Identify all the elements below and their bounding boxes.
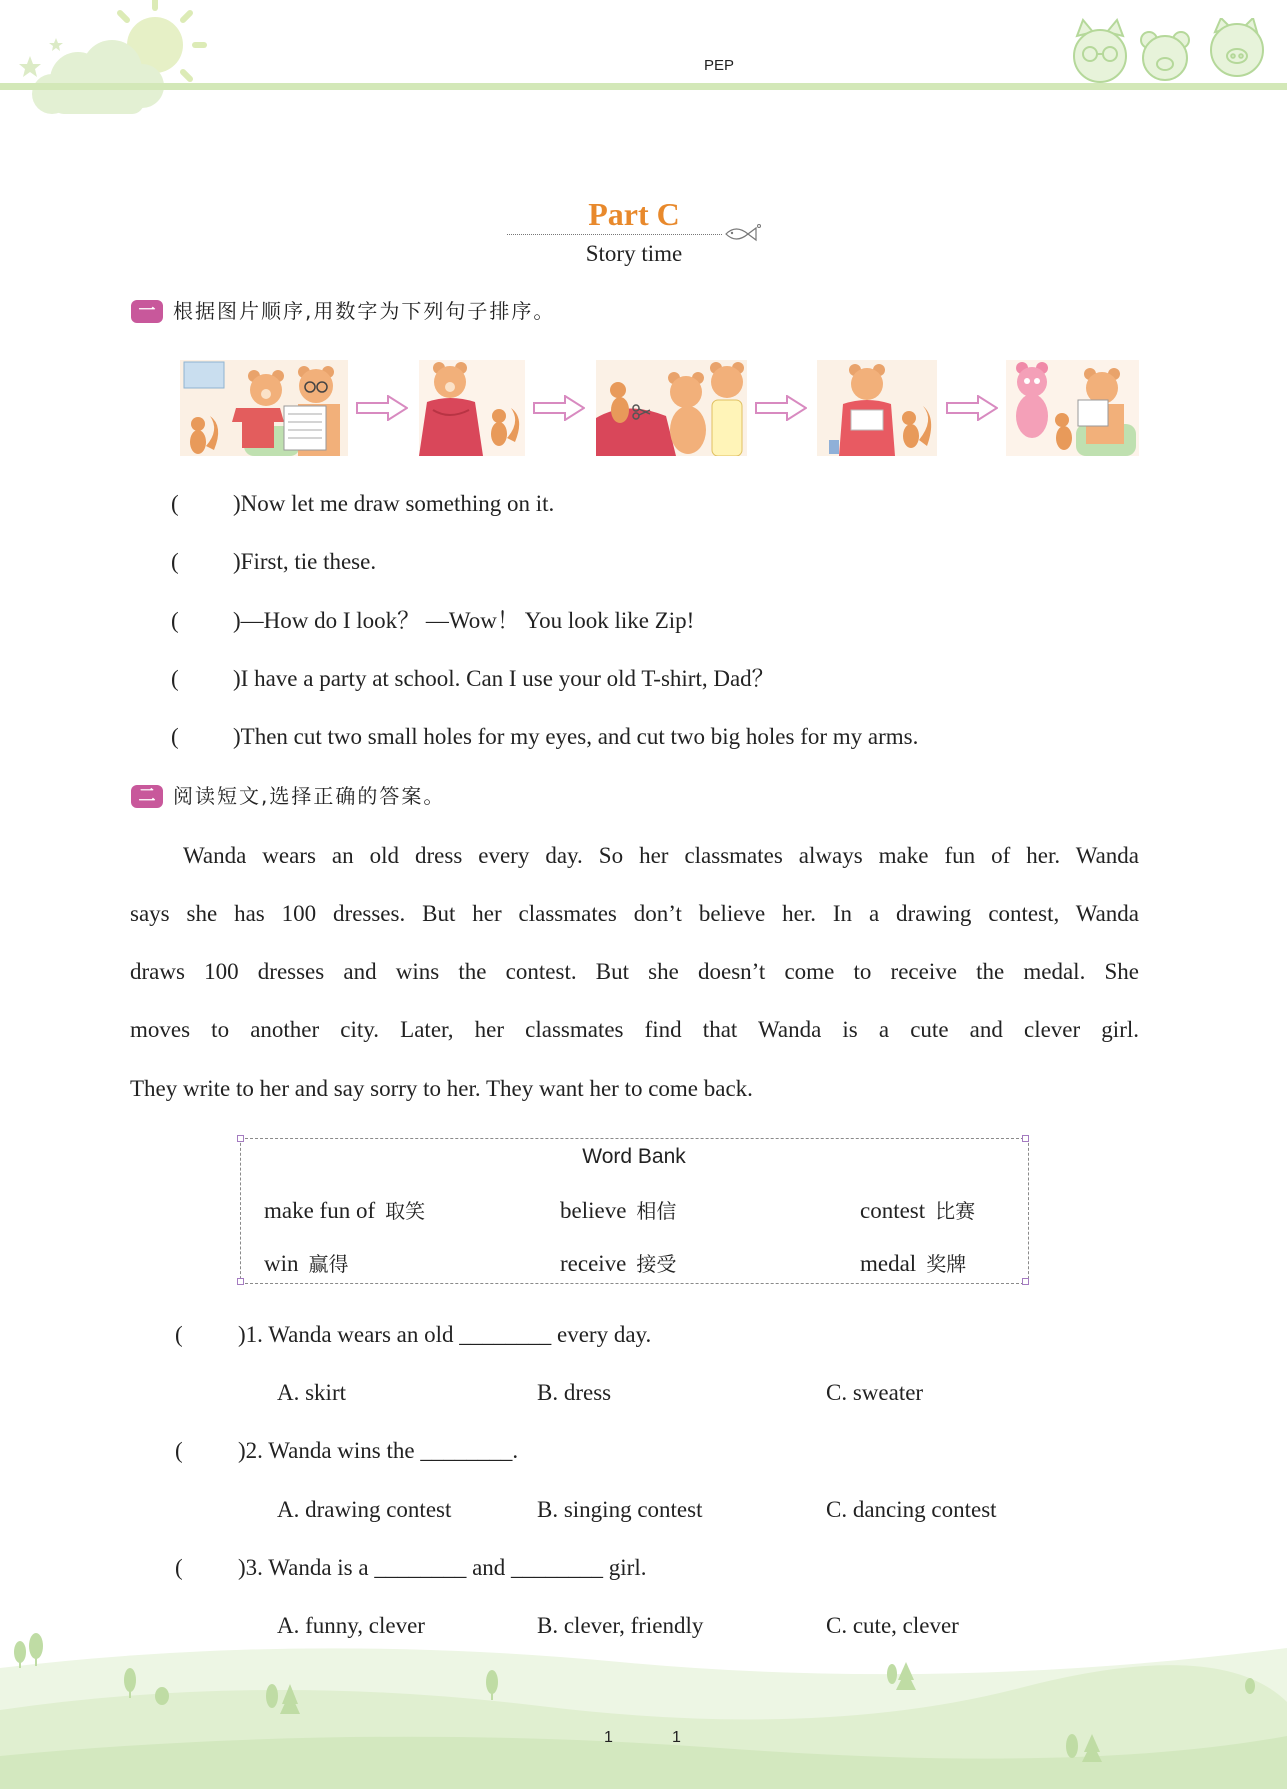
word-bank-chinese: 接受 <box>636 1252 677 1276</box>
story-picture-5 <box>1006 360 1139 456</box>
question-option: A. skirt <box>277 1380 346 1405</box>
passage-line: moves to another city. Later, her classmates find that Wanda is a cute and clever girl. <box>130 1017 1139 1042</box>
question-option: C. sweater <box>826 1380 924 1405</box>
word-bank-entry <box>560 1197 676 1225</box>
word-bank-entry <box>560 1250 676 1278</box>
answer-bracket: ( <box>171 491 179 516</box>
arrow-icon-4 <box>946 395 998 421</box>
word-bank-english: win <box>264 1251 299 1276</box>
bear-figure <box>433 362 467 398</box>
order-sentence: )Then cut two small holes for my eyes, and cut two big holes for my arms. <box>233 724 919 749</box>
animal-faces-decoration <box>1055 18 1285 88</box>
question-prompt: )1. Wanda wears an old ________ every day. <box>238 1322 652 1347</box>
answer-bracket: ( <box>171 549 179 574</box>
story-picture-3 <box>596 360 747 456</box>
question-option: A. drawing contest <box>277 1497 452 1522</box>
word-bank-english: contest <box>860 1198 926 1223</box>
story-picture-4 <box>817 360 937 456</box>
page-number: 1 <box>604 1729 613 1746</box>
answer-bracket: ( <box>171 608 179 633</box>
cat-face-icon <box>1074 20 1126 82</box>
question-option: B. clever, friendly <box>537 1613 704 1638</box>
word-bank-corner <box>1022 1278 1029 1285</box>
arrow-icon-2 <box>533 395 585 421</box>
question-option: C. dancing contest <box>826 1497 997 1522</box>
word-bank-corner <box>1022 1135 1029 1142</box>
word-bank-chinese: 相信 <box>636 1199 677 1223</box>
passage-line: draws 100 dresses and wins the contest. But she doesn’t come to receive the medal. She <box>130 959 1139 984</box>
word-bank-chinese: 比赛 <box>935 1199 976 1223</box>
question-option: C. cute, clever <box>826 1613 959 1638</box>
title-dotted-rule <box>507 234 722 235</box>
part-subtitle: Story time <box>585 241 683 266</box>
arrow-icon-1 <box>356 395 408 421</box>
answer-bracket: ( <box>175 1322 183 1347</box>
squirrel-figure <box>491 408 519 446</box>
word-bank-english: receive <box>560 1251 627 1276</box>
section-1-instruction: 根据图片顺序,用数字为下列句子排序。 <box>173 299 556 323</box>
sun-cloud-decoration <box>0 0 210 120</box>
word-bank-english: medal <box>860 1251 917 1276</box>
answer-bracket: ( <box>175 1555 183 1580</box>
pig-face-icon <box>1211 18 1263 76</box>
order-sentence: )I have a party at school. Can I use your old T-shirt, Dad？ <box>233 666 775 691</box>
bear-face-icon <box>1141 32 1189 80</box>
word-bank-corner <box>237 1135 244 1142</box>
word-bank-chinese: 奖牌 <box>926 1252 967 1276</box>
question-prompt: )2. Wanda wins the ________. <box>238 1438 519 1463</box>
word-bank-english: make fun of <box>264 1198 376 1223</box>
story-picture-1 <box>180 360 348 456</box>
red-t-shirt <box>596 408 676 456</box>
word-bank-corner <box>237 1278 244 1285</box>
word-bank-chinese: 赢得 <box>308 1252 349 1276</box>
passage-line: Wanda wears an old dress every day. So her classmates always make fun of her. Wanda <box>183 843 1139 868</box>
passage-line: They write to her and say sorry to her. They want her to come back. <box>130 1076 753 1101</box>
question-option: B. singing contest <box>537 1497 703 1522</box>
hills-decoration <box>0 1610 1287 1789</box>
window <box>184 362 224 388</box>
answer-bracket: ( <box>171 724 179 749</box>
passage-line: says she has 100 dresses. But her classmates don’t believe her. In a drawing contest, Wanda <box>130 901 1139 926</box>
question-option: A. funny, clever <box>277 1613 425 1638</box>
order-sentence: )First, tie these. <box>233 549 377 574</box>
newspaper <box>284 406 326 450</box>
section-badge-1: 一 <box>131 300 163 323</box>
story-picture-2 <box>419 360 525 456</box>
part-title: Part C <box>588 196 680 232</box>
answer-bracket: ( <box>171 666 179 691</box>
word-bank-entry <box>860 1250 966 1278</box>
order-sentence: )Now let me draw something on it. <box>233 491 555 516</box>
question-option: B. dress <box>537 1380 612 1405</box>
bear-in-apron-figure <box>710 362 744 456</box>
arrow-icon-3 <box>755 395 807 421</box>
word-bank-entry <box>264 1250 349 1278</box>
word-bank-chinese: 取笑 <box>385 1199 426 1223</box>
section-badge-2: 二 <box>131 785 163 808</box>
order-sentence: )—How do I look？ —Wow！ You look like Zip! <box>233 608 695 633</box>
page-number: 1 <box>672 1729 681 1746</box>
word-bank-english: believe <box>560 1198 627 1223</box>
answer-bracket: ( <box>175 1438 183 1463</box>
paint-pot <box>829 440 839 454</box>
red-t-shirt <box>419 398 483 456</box>
word-bank-entry <box>860 1197 975 1225</box>
word-bank-entry <box>264 1197 425 1225</box>
word-bank-title: Word Bank <box>582 1145 686 1168</box>
brand-label: PEP <box>703 57 734 74</box>
section-2-instruction: 阅读短文,选择正确的答案。 <box>173 784 446 808</box>
question-prompt: )3. Wanda is a ________ and ________ girl. <box>238 1555 647 1580</box>
squirrel-figure <box>190 416 218 454</box>
